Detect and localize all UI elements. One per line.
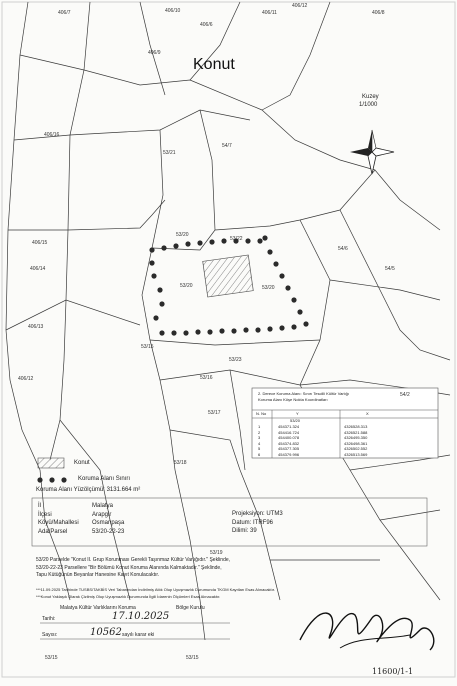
stamp-line2: Bölge Kurulu [176, 605, 205, 611]
parcel-label: 54/6 [338, 246, 348, 252]
projection-info: Projeksiyon: UTM3 Datum: ITRF96 Dilimi: 39 [232, 511, 283, 534]
parcel-label: 53/20 [180, 283, 193, 289]
parcel-label: 406/8 [372, 10, 385, 16]
parcel-label: 54/5 [385, 266, 395, 272]
parcel-label: 406/14 [30, 266, 46, 272]
parcel-label: 53/20 [176, 232, 189, 238]
stamp-suffix: sayılı karar eki [122, 632, 155, 638]
parcel-label: 406/12 [18, 376, 34, 382]
map-title: Konut [193, 56, 235, 73]
parcel-label: 53/15 [141, 344, 154, 350]
sheet-number: 11600/1-1 [372, 667, 414, 676]
parcel-label: 53/15 [45, 655, 58, 661]
parcel-label: 53/16 [200, 375, 213, 381]
parcel-label: 406/12 [292, 3, 308, 9]
coordinate-table-subheader: 53/20 [290, 418, 301, 423]
stamp-number-label: Sayısı: [42, 632, 58, 638]
info-values: Malatya Arapgir Osmanpaşa 53/20-22-23 [92, 503, 125, 535]
parcel-label: 53/17 [208, 410, 221, 416]
notes: 53/20 Parselde "Konut II. Grup Korunması Gerekli Taşınmaz Kültür Varlığıdır." Şeklinde, 53/20-22-23 Parsellere "Bir Bölümü Konut Koruma Alanında Kalmaktadır." Şeklinde, Tapu Kütüğünün Beyanlar Hanesine Kayıt Konulacaktır. [36, 557, 231, 578]
parcel-lines [6, 2, 450, 640]
coordinate-table-title: 2. Derece Koruma Alanı: Sınırı Tescilli Kültür Varlığı Koruma Alanı Köşe Nokta Koordinatları [258, 391, 350, 402]
parcel-label: 53/15 [186, 655, 199, 661]
north-arrow-icon [350, 130, 394, 174]
parcel-label: 406/16 [44, 132, 60, 138]
table-row: 3 454400.078 4326495.350 [258, 435, 368, 441]
konut-building [203, 255, 254, 297]
table-row: 1 454371.324 4326528.313 [258, 424, 368, 429]
parcel-label: 406/13 [28, 324, 44, 330]
parcel-label: 53/23 [229, 357, 242, 363]
parcel-label: 406/6 [200, 22, 213, 28]
table-row: 4 454374.832 4326498.361 [258, 440, 368, 446]
parcel-label: 54/7 [222, 143, 232, 149]
legend-konut-swatch [38, 458, 64, 468]
stamp-date-label: Tarihi: [42, 616, 56, 622]
legend-area-label: Koruma Alanı Yüzölçümü: 3131.664 m² [36, 487, 141, 493]
table-row: 6 454379.996 4326513.569 [258, 451, 368, 457]
table-row: 2 454416.724 4326521.588 [258, 429, 368, 435]
table-row: 5 454377.305 4326502.552 [258, 446, 368, 452]
legend-boundary-dots [37, 477, 66, 482]
footnotes: ***11.09.2025 Tarihinde TUSBS/TAKBİS Veri Tabanından İndirilmiş Atlık Olup Uyuşmazlık Durumunda TKGM Kayıtları Esas Alınacaktır. ***Konut Yaklaşık Olarak Çizilmiş Olup Uyuşmazlık Durumunda İlgili İdarenin Ölçümleri Esas Alınacaktır. [36, 587, 276, 599]
parcel-label: 406/9 [148, 50, 161, 56]
parcel-label: 54/2 [400, 392, 410, 398]
coordinate-table-rows [256, 424, 436, 458]
parcel-label: 53/20 [262, 285, 275, 291]
parcel-label: 53/21 [163, 150, 176, 156]
scale-label: 1/1000 [359, 102, 378, 108]
legend-konut-label: Konut [74, 460, 90, 466]
parcel-label: 406/10 [165, 8, 181, 14]
stamp-line1: Malatya Kültür Varlıklarını Koruma [60, 605, 136, 611]
parcel-label: 406/15 [32, 240, 48, 246]
parcel-label: 406/7 [58, 10, 71, 16]
parcel-label: 53/18 [174, 460, 187, 466]
map-sheet: Konut Kuzey 1/1000 406/7 406/10 406/6 406/11 406/12 406/8 406/9 406/16 406/15 406/14 406/13 406/12 53/21 54/7 53/20 53/22 53/20 53/23 53/15 54/6 54/5 53/16 53/17 53/18 53/19 53/20 54/2 53/15 53/15 2. Derece Koruma Alanı: Sınırı Tescilli Kültür Varlığı Koruma Alanı Köşe Nokta Koordinatları N. No Y X 53/20 1 454371.324 4326528.313 2 454416.724 4326521.588 3 454400.078 4326495.350 4 454374.832 4326498.361 5 454377.305 4326502.552 6 454379.996 4326513.569 Konut Koruma Alanı Sınırı Koruma Alanı Yüzölçümü: 3131.664 m² İl İlçesi Köyü/Mahallesi Ada/Parsel Malatya Arapgir Osmanpaşa 53/20-22-23 Projeksiyon: UTM3 Datum: ITRF96 Dilimi: 39 53/20 Parselde "Konut II. Grup Korunması Gerekli Taşınmaz Kültür Varlığıdır." Şeklinde, 53/20-22-23 Parsellere "Bir Bölümü Konut Koruma Alanında Kalmaktadır." Şeklinde, Tapu Kütüğünün Beyanlar Hanesine Kayıt Konulacaktır. ***11.09.2025 Tarihinde TUSBS/TAKBİS Veri Tabanından İndirilmiş Atlık Olup Uyuşmazlık Durumunda TKGM Kayıtları Esas Alınacaktır. ***Konut Yaklaşık Olarak Çizilmiş Olup Uyuşmazlık Durumunda İlgili İdarenin Ölçümleri Esas Alınacaktır. Malatya Kültür Varlıklarını Koruma Bölge Kurulu Tarihi: 17.10.2025 Sayısı: 10562 sayılı karar eki 11600/1-1 [0, 0, 457, 686]
parcel-label: 53/22 [230, 236, 243, 242]
stamp-number-value: 10562 [90, 627, 122, 638]
stamp-date-value: 17.10.2025 [112, 611, 170, 622]
signature [300, 613, 434, 650]
info-labels: İl İlçesi Köyü/Mahallesi Ada/Parsel [38, 503, 79, 535]
parcel-label: 53/19 [210, 550, 223, 556]
parcel-label: 406/11 [262, 10, 277, 16]
legend-boundary-label: Koruma Alanı Sınırı [78, 476, 131, 482]
north-label: Kuzey [362, 94, 379, 100]
